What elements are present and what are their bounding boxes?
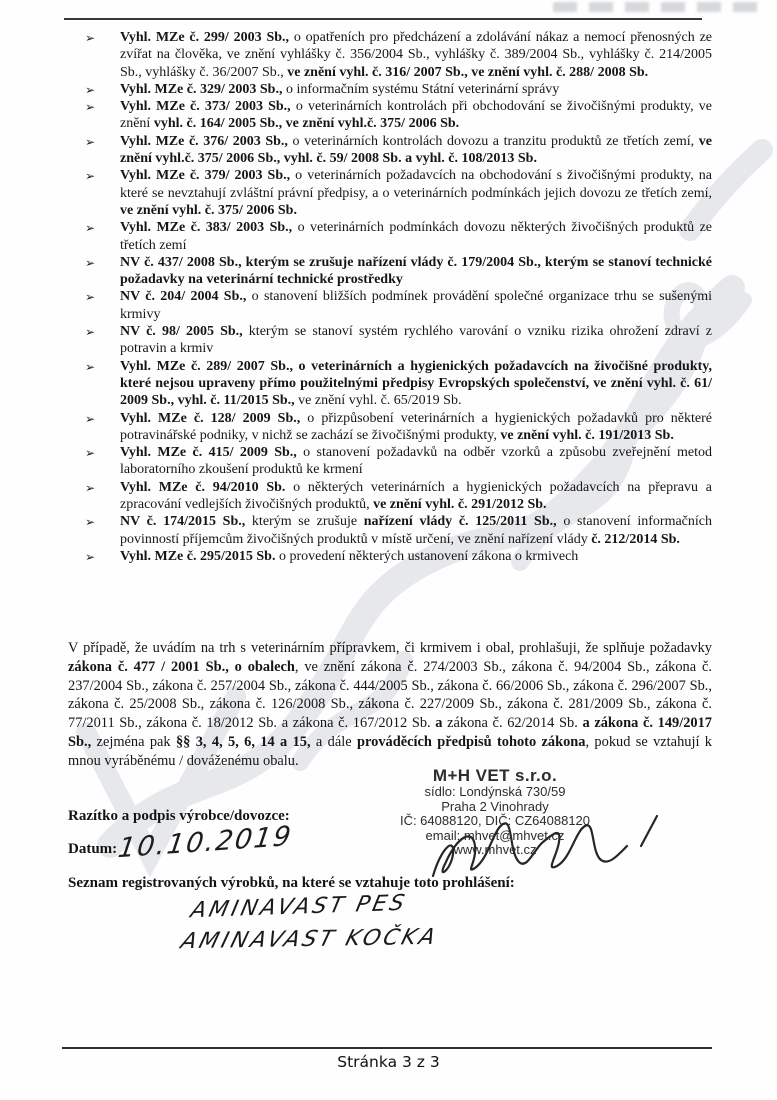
products-list-label: Seznam registrovaných výrobků, na které se vztahuje toto prohlášení:: [68, 875, 515, 891]
bullet-arrow-icon: ➢: [85, 31, 96, 45]
bullet-arrow-icon: ➢: [85, 480, 96, 495]
list-item: [85, 358, 712, 410]
list-item-text: Vyhl. MZe č. 415/ 2009 Sb., o stanovení požadavků na odběr vzorků a způsobu zveřejnění metod laboratorního zkoušení produktů ke krmení: [120, 445, 712, 478]
list-item-text: Vyhl. MZe č. 299/ 2003 Sb., o opatřeních pro předcházení a zdolávání nákaz a nemocí přenosných ze zvířat na člověka, ve znění vyhlášky č. 356/2004 Sb., vyhlášky č. 389/2004 Sb., vyhlášky č. 214/2005 Sb., vyhlášky č. 36/2007 Sb., ve znění vyhl. č. 316/ 2007 Sb., ve znění vyhl. č. 288/ 2008 Sb.: [120, 30, 712, 80]
bullet-arrow-icon: ➢: [85, 290, 96, 305]
page-number: Stránka 3 z 3: [337, 1053, 440, 1071]
list-item-text: Vyhl. MZe č. 379/ 2003 Sb., o veterinárních požadavcích na obchodování s živočišnými produkty, na které se nevztahují zvláštní právní předpisy, a o veterinárních podmínkách jejich dovozu ze třetích zemí, ve znění vyhl. č. 375/ 2006 Sb.: [120, 168, 713, 218]
list-item: [85, 410, 712, 445]
bullet-arrow-icon: ➢: [85, 549, 96, 564]
bullet-arrow-icon: ➢: [85, 169, 96, 184]
list-item-text: Vyhl. MZe č. 295/2015 Sb. o provedení některých ustanovení zákona o krmivech: [120, 548, 579, 564]
stamp-signature-label: Razítko a podpis výrobce/dovozce:: [68, 808, 290, 824]
list-item: [85, 479, 712, 514]
list-item: [85, 254, 712, 289]
handwritten-date: 10.10.2019: [116, 820, 295, 865]
list-item: [85, 29, 712, 81]
bullet-arrow-icon: ➢: [85, 82, 96, 97]
packaging-declaration-paragraph: V případě, že uvádím na trh s veterinárním přípravkem, či krmivem i obal, prohlašuji, že splňuje požadavky zákona č. 477 / 2001 Sb., o obalech, ve znění zákona č. 274/2003 Sb., zákona č. 94/2004 Sb., zákona č. 237/2004 Sb., zákona č. 257/2004 Sb., zákona č. 444/2005 Sb., zákona č. 66/2006 Sb., zákona č. 296/2007 Sb., zákona č. 25/2008 Sb., zákona č. 126/2008 Sb., zákona č. 227/2009 Sb., zákona č. 281/2009 Sb., zákona č. 77/2011 Sb., zákona č. 18/2012 Sb. a zákona č. 167/2012 Sb. a zákona č. 62/2014 Sb. a zákona č. 149/2017 Sb., zejména pak §§ 3, 4, 5, 6, 14 a 15, a dále prováděcích předpisů tohoto zákona, pokud se vztahují k mnou vyráběnému / dováženému obalu.: [68, 640, 712, 769]
list-item: [85, 98, 712, 133]
list-item-text: Vyhl. MZe č. 373/ 2003 Sb., o veterinárních kontrolách při obchodování se živočišnými produkty, ve znění vyhl. č. 164/ 2005 Sb., ve znění vyhl.č. 375/ 2006 Sb.: [120, 99, 712, 132]
bullet-arrow-icon: ➢: [85, 255, 96, 270]
list-item-text: NV č. 437/ 2008 Sb., kterým se zrušuje nařízení vlády č. 179/2004 Sb., kterým se stanoví technické požadavky na veterinární technické prostředky: [120, 254, 712, 288]
stamp-line: M+H VET s.r.o.: [432, 766, 558, 785]
handwritten-products: [178, 890, 441, 960]
stamp-line: sídlo: Londýnská 730/59: [424, 784, 566, 799]
handwritten-product-name: AMINAVAST KOČKA: [178, 924, 441, 955]
regulation-list: [85, 29, 712, 565]
list-item-text: NV č. 174/2015 Sb., kterým se zrušuje nařízení vlády č. 125/2011 Sb., o stanovení informačních povinností příjemcům živočišných produktů v místě určení, ve znění nařízení vlády č. 212/2014 Sb.: [120, 514, 712, 547]
bullet-arrow-icon: ➢: [85, 446, 96, 461]
bullet-arrow-icon: ➢: [85, 134, 96, 149]
bullet-arrow-icon: ➢: [85, 325, 96, 340]
date-label: Datum:: [68, 841, 118, 857]
list-item: [85, 288, 712, 323]
stamp-line: IČ: 64088120, DIČ: CZ64088120: [399, 813, 591, 829]
list-item: [85, 133, 712, 168]
list-item-text: Vyhl. MZe č. 376/ 2003 Sb., o veterinárních kontrolách dovozu a tranzitu produktů ze třetích zemí, ve znění vyhl.č. 375/ 2006 Sb., vyhl. č. 59/ 2008 Sb. a vyhl. č. 108/2013 Sb.: [120, 133, 712, 167]
list-item-text: Vyhl. MZe č. 329/ 2003 Sb., o informačním systému Státní veterinární správy: [120, 81, 560, 97]
stamp-line: Praha 2 Vinohrady: [441, 798, 549, 814]
list-item: [85, 548, 712, 565]
faint-header-remnant: [553, 2, 765, 12]
list-item: [85, 323, 712, 358]
list-item: [85, 219, 712, 254]
stamp-line: email: mhvet@mhvet.cz: [425, 827, 565, 843]
stamp-line: www.mhvet.cz: [453, 842, 537, 858]
list-item: [85, 444, 712, 479]
list-item-text: Vyhl. MZe č. 289/ 2007 Sb., o veterinárních a hygienických požadavcích na živočišné produkty, které nejsou upraveny přímo použitelnými předpisy Evropských společenství, ve znění vyhl. č. 61/ 2009 Sb., vyhl. č. 11/2015 Sb., ve znění vyhl. č. 65/2019 Sb.: [120, 358, 712, 409]
list-item-text: Vyhl. MZe č. 128/ 2009 Sb., o přizpůsobení veterinárních a hygienických požadavků pro některé potravinářské podniky, v nichž se zachází se živočišnými produkty, ve znění vyhl. č. 191/2013 Sb.: [120, 410, 712, 443]
list-item-text: NV č. 98/ 2005 Sb., kterým se stanoví systém rychlého varování o vzniku rizika ohrožení zdraví z potravin a krmiv: [120, 324, 712, 357]
list-item: [85, 167, 712, 219]
bullet-arrow-icon: ➢: [85, 359, 96, 374]
bullet-arrow-icon: ➢: [85, 411, 96, 426]
list-item-text: Vyhl. MZe č. 94/2010 Sb. o některých veterinárních a hygienických požadavcích na přepravu a zpracování vedlejších živočišných produktů, ve znění vyhl. č. 291/2012 Sb.: [120, 479, 712, 513]
bullet-arrow-icon: ➢: [85, 515, 96, 530]
bullet-arrow-icon: ➢: [85, 100, 96, 115]
list-item-text: Vyhl. MZe č. 383/ 2003 Sb., o veterinárních podmínkách dovozu některých živočišných produktů ze třetích zemí: [120, 220, 712, 253]
bullet-arrow-icon: ➢: [85, 221, 96, 236]
list-item-text: NV č. 204/ 2004 Sb., o stanovení bližších podmínek provádění společné organizace trhu se sušenými krmivy: [120, 289, 712, 322]
footer-rule: [62, 1047, 712, 1049]
handwritten-product-name: AMINAVAST PES: [188, 890, 410, 924]
list-item: [85, 81, 712, 98]
list-item: [85, 513, 712, 548]
top-rule: [64, 18, 702, 20]
